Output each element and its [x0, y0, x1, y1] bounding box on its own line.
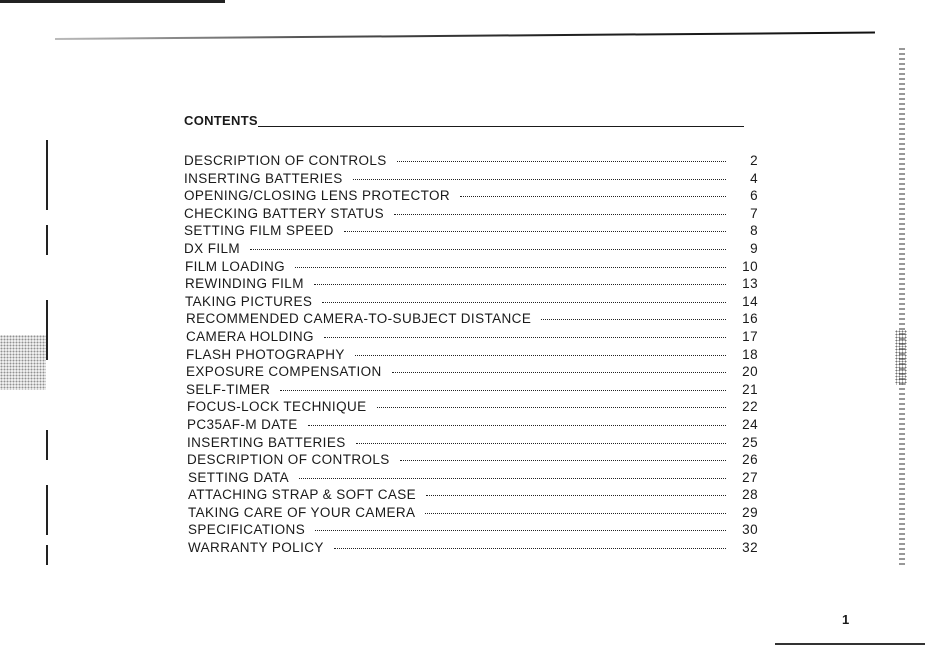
toc-entry-title: FLASH PHOTOGRAPHY	[186, 346, 345, 362]
toc-entry	[187, 416, 758, 434]
toc-entry-page: 2	[750, 153, 758, 168]
toc-entry-page: 25	[742, 434, 758, 450]
scan-top-edge	[0, 0, 225, 3]
toc-entry-page: 4	[750, 170, 758, 186]
toc-dot-leader	[295, 267, 726, 268]
toc-entry-title: RECOMMENDED CAMERA-TO-SUBJECT DISTANCE	[186, 311, 532, 327]
toc-dot-leader	[397, 161, 726, 162]
toc-entry-page: 9	[750, 240, 758, 256]
toc-entry-page: 26	[742, 452, 758, 468]
toc-entry-page: 22	[742, 399, 758, 415]
toc-entry	[184, 170, 758, 188]
toc-entry	[188, 504, 758, 522]
scan-mark	[46, 430, 48, 460]
toc-entry	[188, 539, 758, 557]
toc-entry-page: 8	[750, 223, 758, 239]
contents-heading: CONTENTS	[184, 113, 258, 128]
toc-entry-title: DX FILM	[184, 240, 241, 256]
toc-dot-leader	[394, 214, 726, 215]
toc-dot-leader	[324, 337, 726, 338]
toc-entry	[188, 486, 758, 504]
toc-entry	[186, 363, 758, 381]
toc-dot-leader	[356, 443, 726, 444]
toc-entry	[185, 258, 758, 276]
toc-entry-page: 27	[742, 469, 758, 485]
toc-entry-title: PC35AF-M DATE	[187, 416, 298, 432]
toc-entry-page: 18	[742, 346, 758, 362]
toc-entry	[185, 293, 758, 311]
toc-entry	[188, 521, 758, 539]
scan-left-smudge	[0, 335, 46, 390]
table-of-contents	[184, 113, 758, 557]
toc-dot-leader	[250, 249, 726, 250]
toc-entry-title: OPENING/CLOSING LENS PROTECTOR	[184, 188, 451, 204]
toc-entry-title: DESCRIPTION OF CONTROLS	[184, 153, 387, 168]
toc-entry-page: 30	[742, 522, 758, 538]
toc-dot-leader	[315, 530, 726, 531]
toc-dot-leader	[425, 513, 726, 514]
toc-dot-leader	[314, 284, 726, 285]
toc-dot-leader	[322, 302, 726, 303]
toc-entry-title: SETTING FILM SPEED	[184, 223, 334, 239]
toc-entry-title: FILM LOADING	[185, 258, 286, 274]
toc-entry	[184, 240, 758, 258]
top-rule	[55, 32, 875, 40]
toc-dot-leader	[355, 355, 726, 356]
toc-entry-page: 32	[742, 540, 758, 556]
scan-mark	[46, 545, 48, 565]
toc-entry	[184, 152, 758, 170]
toc-entry-page: 6	[750, 188, 758, 204]
toc-entry-page: 17	[742, 328, 758, 344]
toc-entry-title: SETTING DATA	[188, 469, 290, 485]
toc-entry-page: 29	[742, 504, 758, 520]
scan-right-edge	[899, 48, 905, 568]
toc-dot-leader	[460, 196, 726, 197]
toc-entry-title: DESCRIPTION OF CONTROLS	[187, 452, 390, 468]
toc-list	[184, 152, 758, 557]
toc-entry	[187, 451, 758, 469]
scan-left-marks	[42, 120, 50, 570]
toc-entry	[184, 187, 758, 205]
toc-entry	[186, 346, 758, 364]
toc-dot-leader	[344, 231, 726, 232]
scan-right-smudge	[895, 330, 907, 385]
toc-entry-title: FOCUS-LOCK TECHNIQUE	[187, 399, 367, 415]
toc-entry-page: 10	[742, 258, 758, 274]
toc-entry-title: CHECKING BATTERY STATUS	[184, 205, 384, 221]
toc-entry-page: 13	[742, 276, 758, 292]
heading-underline	[258, 126, 744, 128]
page-number: 1	[842, 612, 850, 627]
toc-dot-leader	[280, 390, 726, 391]
toc-entry-title: EXPOSURE COMPENSATION	[186, 364, 382, 380]
toc-entry-title: SPECIFICATIONS	[188, 522, 306, 538]
toc-dot-leader	[541, 319, 726, 320]
toc-entry	[184, 222, 758, 240]
toc-entry-page: 28	[742, 487, 758, 503]
bottom-rule	[775, 643, 925, 645]
toc-entry-page: 24	[742, 416, 758, 432]
toc-entry	[186, 310, 758, 328]
toc-dot-leader	[426, 495, 726, 496]
toc-entry	[184, 205, 758, 223]
toc-entry	[187, 398, 758, 416]
toc-entry-title: INSERTING BATTERIES	[184, 170, 343, 186]
toc-dot-leader	[377, 407, 726, 408]
scan-mark	[46, 485, 48, 535]
toc-entry-title: INSERTING BATTERIES	[187, 434, 346, 450]
contents-heading-row	[184, 113, 744, 129]
toc-entry-page: 20	[742, 364, 758, 380]
toc-entry-title: SELF-TIMER	[186, 381, 271, 397]
toc-entry-page: 14	[742, 293, 758, 309]
toc-dot-leader	[334, 548, 726, 549]
toc-entry-page: 16	[742, 311, 758, 327]
toc-entry	[186, 381, 758, 399]
toc-entry-page: 21	[742, 381, 758, 397]
toc-entry-title: REWINDING FILM	[185, 276, 304, 292]
toc-entry	[187, 434, 758, 452]
toc-entry-title: ATTACHING STRAP & SOFT CASE	[188, 487, 417, 503]
toc-entry-title: CAMERA HOLDING	[186, 328, 314, 344]
scan-mark	[46, 300, 48, 360]
scan-mark	[46, 140, 48, 210]
toc-entry-title: WARRANTY POLICY	[188, 540, 324, 556]
toc-entry	[185, 275, 758, 293]
toc-dot-leader	[400, 460, 726, 461]
toc-entry-title: TAKING PICTURES	[185, 293, 313, 309]
toc-dot-leader	[299, 478, 726, 479]
toc-dot-leader	[308, 425, 726, 426]
toc-entry-page: 7	[750, 205, 758, 221]
toc-dot-leader	[353, 179, 726, 180]
toc-entry	[186, 328, 758, 346]
toc-dot-leader	[392, 372, 726, 373]
scan-mark	[46, 225, 48, 255]
toc-entry-title: TAKING CARE OF YOUR CAMERA	[188, 504, 416, 520]
toc-entry	[188, 469, 758, 487]
